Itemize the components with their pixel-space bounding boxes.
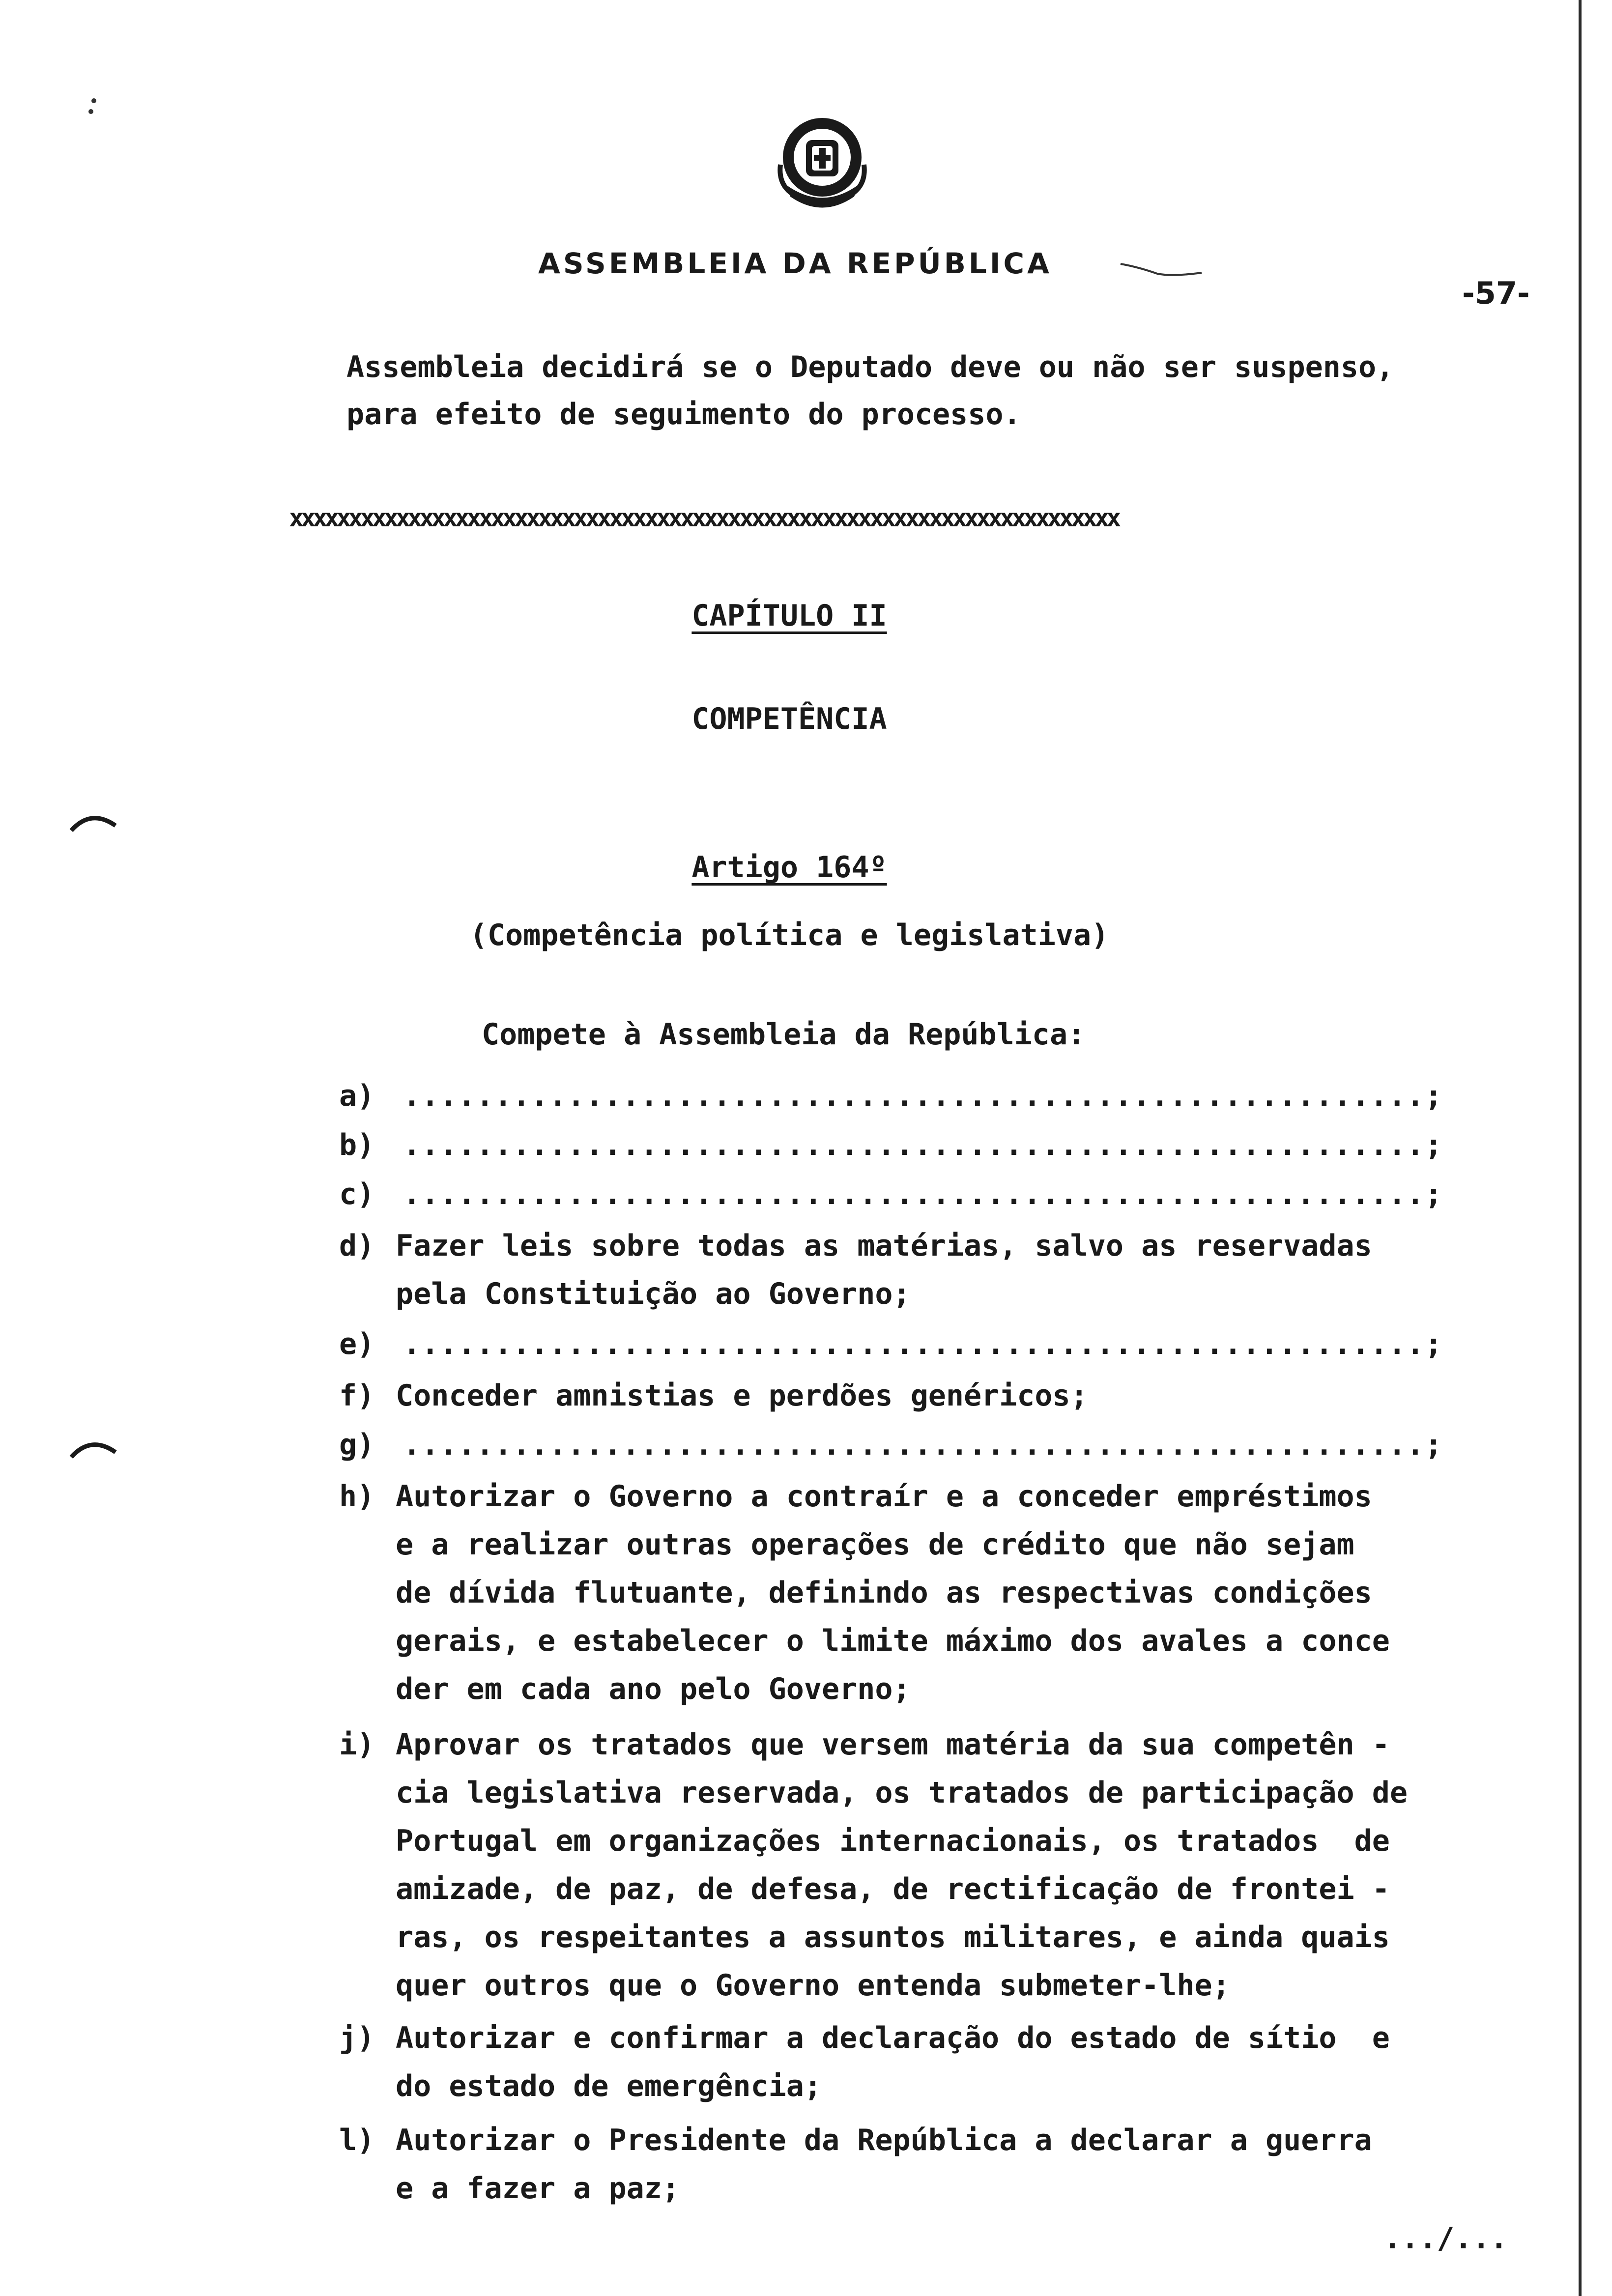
item-placeholder-dots: ........................................................; bbox=[403, 1128, 1443, 1162]
institution-title: ASSEMBLEIA DA REPÚBLICA bbox=[538, 247, 1052, 280]
intro-line-2: para efeito de seguimento do processo. bbox=[346, 397, 1021, 431]
item-label: h) bbox=[339, 1479, 375, 1514]
item-text: pela Constituição ao Governo; bbox=[396, 1277, 911, 1311]
item-text: e a realizar outras operações de crédito que não sejam bbox=[396, 1527, 1354, 1562]
intro-line-1: Assembleia decidirá se o Deputado deve ou não ser suspenso, bbox=[346, 350, 1394, 384]
chapter-subtitle: COMPETÊNCIA bbox=[691, 702, 887, 736]
item-label: d) bbox=[339, 1229, 375, 1263]
item-text: Conceder amnistias e perdões genéricos; bbox=[396, 1378, 1088, 1413]
page-edge-line bbox=[1579, 0, 1582, 2296]
item-text: de dívida flutuante, definindo as respectivas condições bbox=[396, 1576, 1372, 1610]
item-label: a) bbox=[339, 1079, 375, 1113]
item-text: e a fazer a paz; bbox=[396, 2171, 680, 2206]
scan-speck bbox=[91, 98, 96, 103]
coat-of-arms-seal bbox=[771, 111, 874, 219]
item-text: Aprovar os tratados que versem matéria da sua competên - bbox=[396, 1727, 1390, 1762]
item-placeholder-dots: ........................................................; bbox=[403, 1177, 1443, 1211]
item-label: f) bbox=[339, 1378, 375, 1413]
item-placeholder-dots: ........................................................; bbox=[403, 1428, 1443, 1462]
item-text: amizade, de paz, de defesa, de rectificação de frontei - bbox=[396, 1872, 1390, 1906]
item-label: b) bbox=[339, 1128, 375, 1162]
page-number: -57- bbox=[1462, 275, 1530, 311]
handwritten-flourish bbox=[1118, 258, 1207, 278]
item-placeholder-dots: ........................................................; bbox=[403, 1079, 1443, 1113]
item-text: cia legislativa reservada, os tratados de participação de bbox=[396, 1776, 1408, 1810]
item-placeholder-dots: ........................................................; bbox=[403, 1327, 1443, 1361]
item-label: g) bbox=[339, 1428, 375, 1462]
continuation-mark: .../... bbox=[1383, 2221, 1508, 2256]
item-text: quer outros que o Governo entenda submeter-lhe; bbox=[396, 1968, 1230, 2003]
punch-hole-mark bbox=[69, 1433, 118, 1462]
item-text: Portugal em organizações internacionais, os tratados de bbox=[396, 1824, 1390, 1858]
item-text: Fazer leis sobre todas as matérias, salvo as reservadas bbox=[396, 1229, 1372, 1263]
item-label: i) bbox=[339, 1727, 375, 1762]
punch-hole-mark bbox=[69, 806, 118, 835]
chapter-title: CAPÍTULO II bbox=[691, 599, 887, 633]
separator-line: xxxxxxxxxxxxxxxxxxxxxxxxxxxxxxxxxxxxxxxxxxxxxxxxxxxxxxxxxxxxxxxxxxxxxx bbox=[289, 504, 1119, 532]
item-label: j) bbox=[339, 2021, 375, 2055]
item-label: e) bbox=[339, 1327, 375, 1361]
item-text: Autorizar o Presidente da República a declarar a guerra bbox=[396, 2123, 1372, 2157]
article-title: Artigo 164º bbox=[691, 850, 887, 885]
article-subtitle: (Competência política e legislativa) bbox=[469, 918, 1109, 952]
item-text: ras, os respeitantes a assuntos militares, e ainda quais bbox=[396, 1920, 1390, 1954]
article-lead: Compete à Assembleia da República: bbox=[482, 1017, 1086, 1052]
item-text: Autorizar e confirmar a declaração do estado de sítio e bbox=[396, 2021, 1390, 2055]
item-text: der em cada ano pelo Governo; bbox=[396, 1672, 911, 1706]
item-text: Autorizar o Governo a contraír e a conceder empréstimos bbox=[396, 1479, 1372, 1514]
item-label: c) bbox=[339, 1177, 375, 1211]
scan-speck bbox=[88, 109, 93, 114]
item-text: do estado de emergência; bbox=[396, 2069, 822, 2103]
item-label: l) bbox=[339, 2123, 375, 2157]
item-text: gerais, e estabelecer o limite máximo dos avales a conce bbox=[396, 1624, 1390, 1658]
